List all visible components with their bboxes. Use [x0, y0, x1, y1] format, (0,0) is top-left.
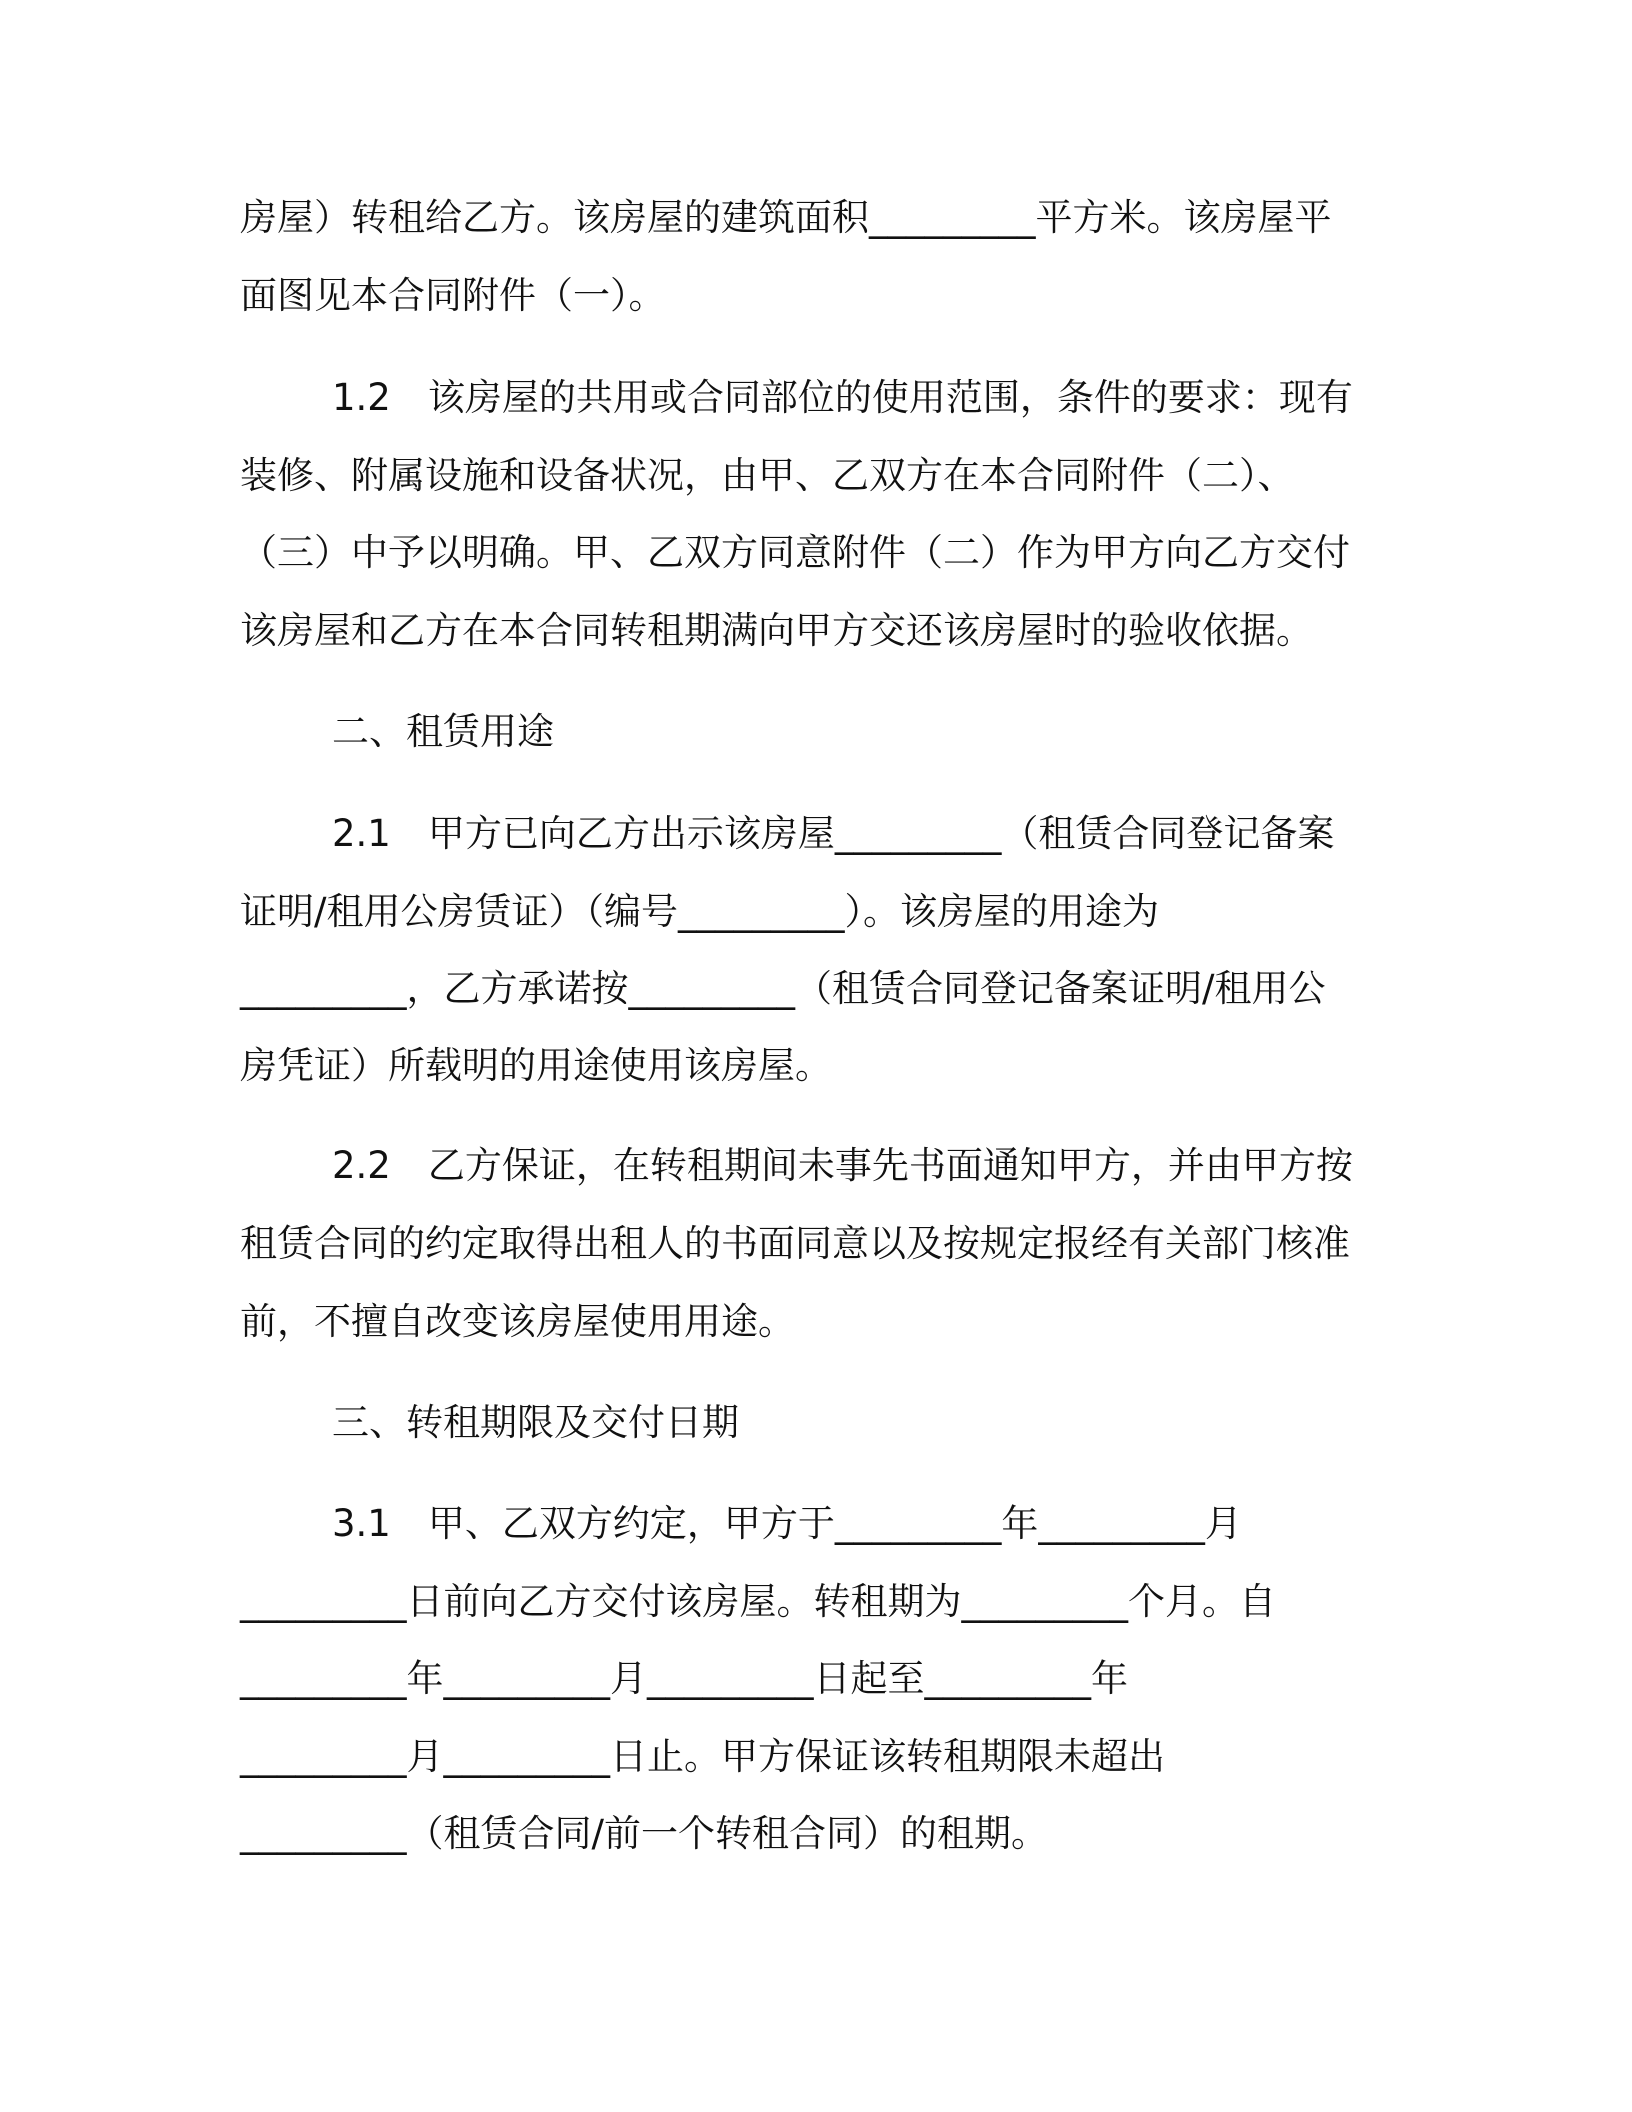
text-line: 证明/租用公房赁证）（编号_________）。该房屋的用途为 [240, 890, 1159, 933]
section-3-1-line: 3.1 甲、乙双方约定，甲方于_________年_________月 [332, 1502, 1242, 1545]
text-line: （三）中予以明确。甲、乙双方同意附件（二）作为甲方向乙方交付 [240, 531, 1350, 574]
text-line: _________月_________日止。甲方保证该转租期限未超出 [240, 1735, 1165, 1778]
text-line: 装修、附属设施和设备状况，由甲、乙双方在本合同附件（二）、 [240, 454, 1295, 497]
section-2-1-line: 2.1 甲方已向乙方出示该房屋_________（租赁合同登记备案 [332, 812, 1335, 855]
text-line: 租赁合同的约定取得出租人的书面同意以及按规定报经有关部门核准 [240, 1222, 1350, 1265]
text-line: 前，不擅自改变该房屋使用用途。 [240, 1300, 795, 1343]
text-line: _________年_________月_________日起至_________年 [240, 1657, 1128, 1700]
text-line: 房凭证）所载明的用途使用该房屋。 [240, 1044, 832, 1087]
section-heading: 二、租赁用途 [332, 710, 554, 753]
text-line: _________日前向乙方交付该房屋。转租期为_________个月。自 [240, 1580, 1276, 1623]
text-line: 该房屋和乙方在本合同转租期满向甲方交还该房屋时的验收依据。 [240, 609, 1313, 652]
section-1-2-line: 1.2 该房屋的共用或合同部位的使用范围，条件的要求：现有 [332, 376, 1353, 419]
text-line: 面图见本合同附件（一）。 [240, 274, 666, 317]
text-line: _________，乙方承诺按_________（租赁合同登记备案证明/租用公 [240, 967, 1326, 1010]
section-heading: 三、转租期限及交付日期 [332, 1401, 739, 1444]
text-line: _________（租赁合同/前一个转租合同）的租期。 [240, 1812, 1048, 1855]
section-2-2-line: 2.2 乙方保证，在转租期间未事先书面通知甲方，并由甲方按 [332, 1144, 1353, 1187]
text-line: 房屋）转租给乙方。该房屋的建筑面积_________平方米。该房屋平 [240, 196, 1332, 239]
